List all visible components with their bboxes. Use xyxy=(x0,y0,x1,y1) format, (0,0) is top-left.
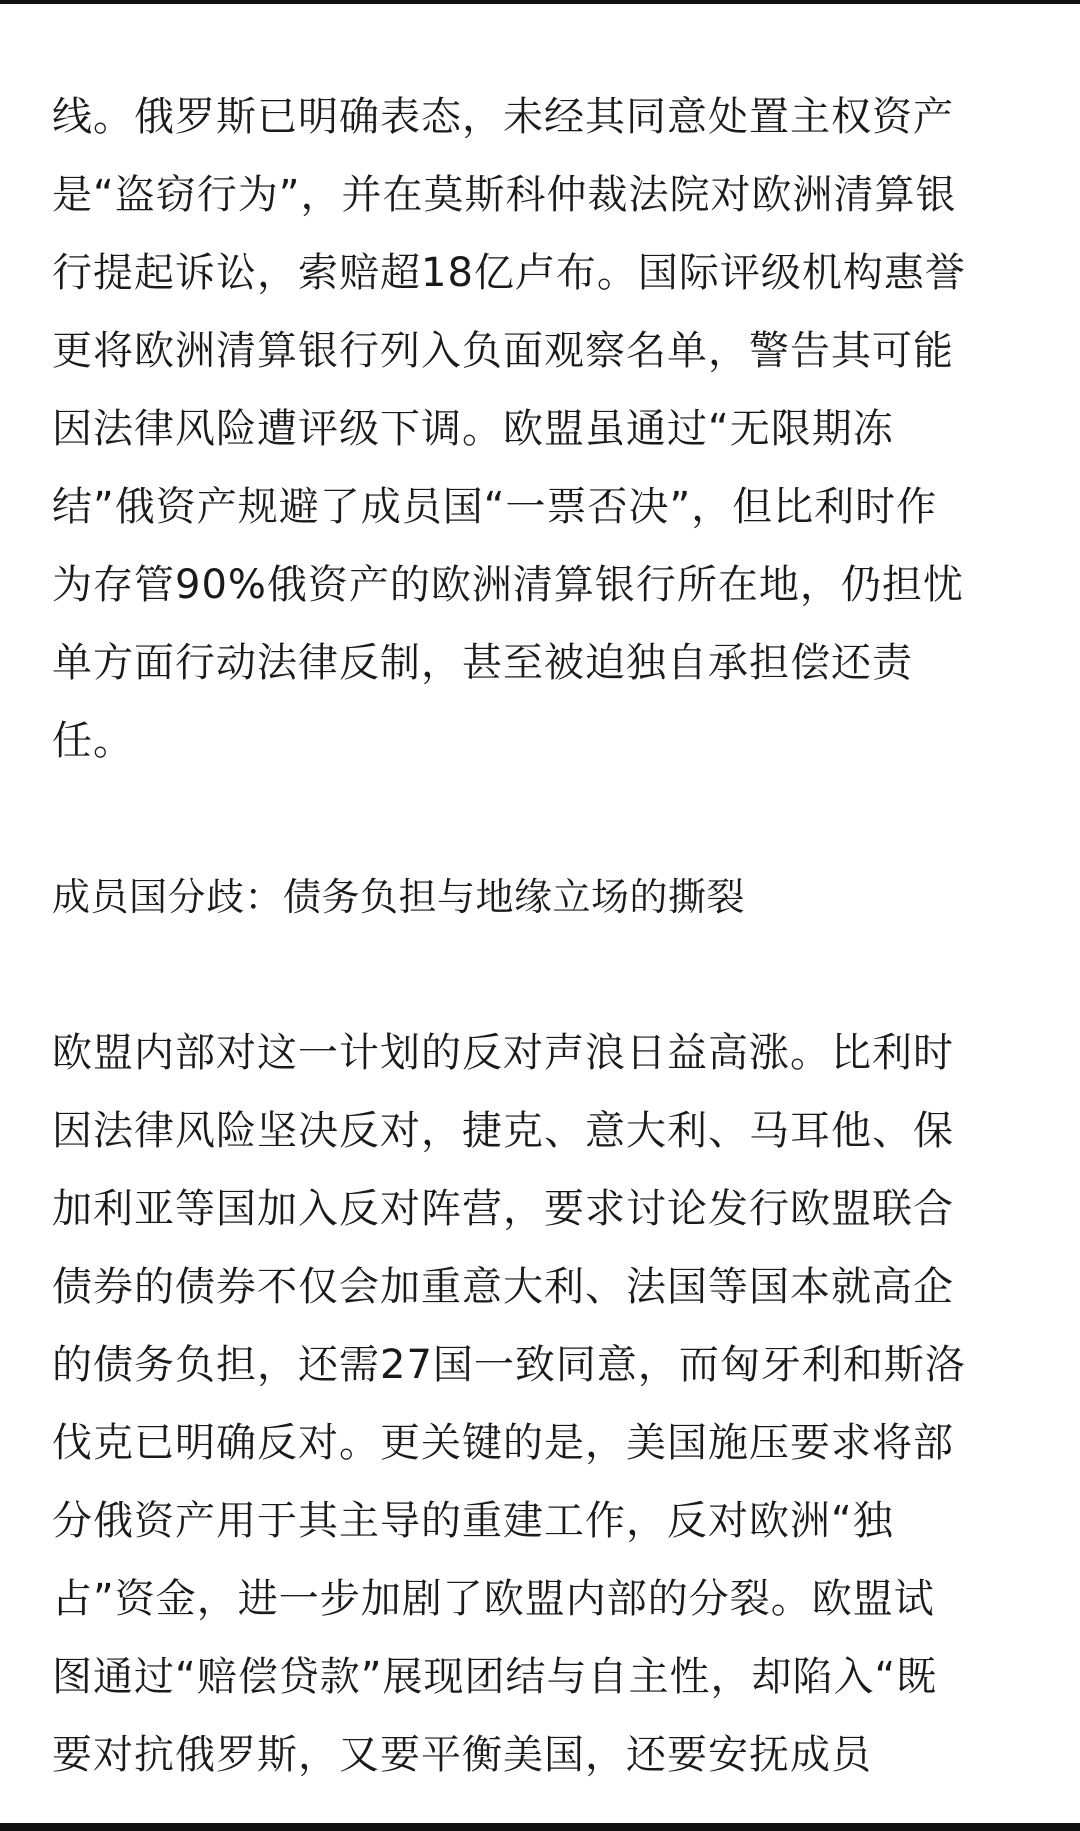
text-line: 为存管90%俄资产的欧洲清算银行所在地，仍担忧 xyxy=(52,562,964,608)
section-heading: 成员国分歧：债务负担与地缘立场的撕裂 xyxy=(52,875,746,919)
text-line: 债券的债券不仅会加重意大利、法国等国本就高企 xyxy=(52,1264,954,1310)
paragraph-spacer xyxy=(52,936,1032,1014)
text-line: 是“盗窃行为”，并在莫斯科仲裁法院对欧洲清算银 xyxy=(52,172,957,218)
text-line: 欧盟内部对这一计划的反对声浪日益高涨。比利时 xyxy=(52,1030,954,1076)
bottom-divider xyxy=(0,1823,1080,1831)
paragraph-member-divisions xyxy=(52,1014,1032,1794)
text-line: 线。俄罗斯已明确表态，未经其同意处置主权资产 xyxy=(52,94,954,140)
text-line: 的债务负担，还需27国一致同意，而匈牙利和斯洛 xyxy=(52,1342,966,1388)
text-line: 伐克已明确反对。更关键的是，美国施压要求将部 xyxy=(52,1420,954,1466)
text-line: 因法律风险遭评级下调。欧盟虽通过“无限期冻 xyxy=(52,406,894,452)
text-line: 更将欧洲清算银行列入负面观察名单，警告其可能 xyxy=(52,328,954,374)
top-divider xyxy=(0,0,1080,4)
paragraph-spacer xyxy=(52,780,1032,858)
text-line: 结”俄资产规避了成员国“一票否决”，但比利时作 xyxy=(52,484,938,530)
paragraph-legal-risk xyxy=(52,78,1032,780)
article-body xyxy=(52,78,1032,1794)
text-line: 要对抗俄罗斯，又要平衡美国，还要安抚成员 xyxy=(52,1732,872,1778)
text-line: 任。 xyxy=(52,718,134,764)
text-line: 行提起诉讼，索赔超18亿卢布。国际评级机构惠誉 xyxy=(52,250,966,296)
text-line: 单方面行动法律反制，甚至被迫独自承担偿还责 xyxy=(52,640,913,686)
text-line: 占”资金，进一步加剧了欧盟内部的分裂。欧盟试 xyxy=(52,1576,935,1622)
text-line: 分俄资产用于其主导的重建工作，反对欧洲“独 xyxy=(52,1498,894,1544)
text-line: 因法律风险坚决反对，捷克、意大利、马耳他、保 xyxy=(52,1108,954,1154)
text-line: 图通过“赔偿贷款”展现团结与自主性，却陷入“既 xyxy=(52,1654,938,1700)
text-line: 加利亚等国加入反对阵营，要求讨论发行欧盟联合 xyxy=(52,1186,954,1232)
